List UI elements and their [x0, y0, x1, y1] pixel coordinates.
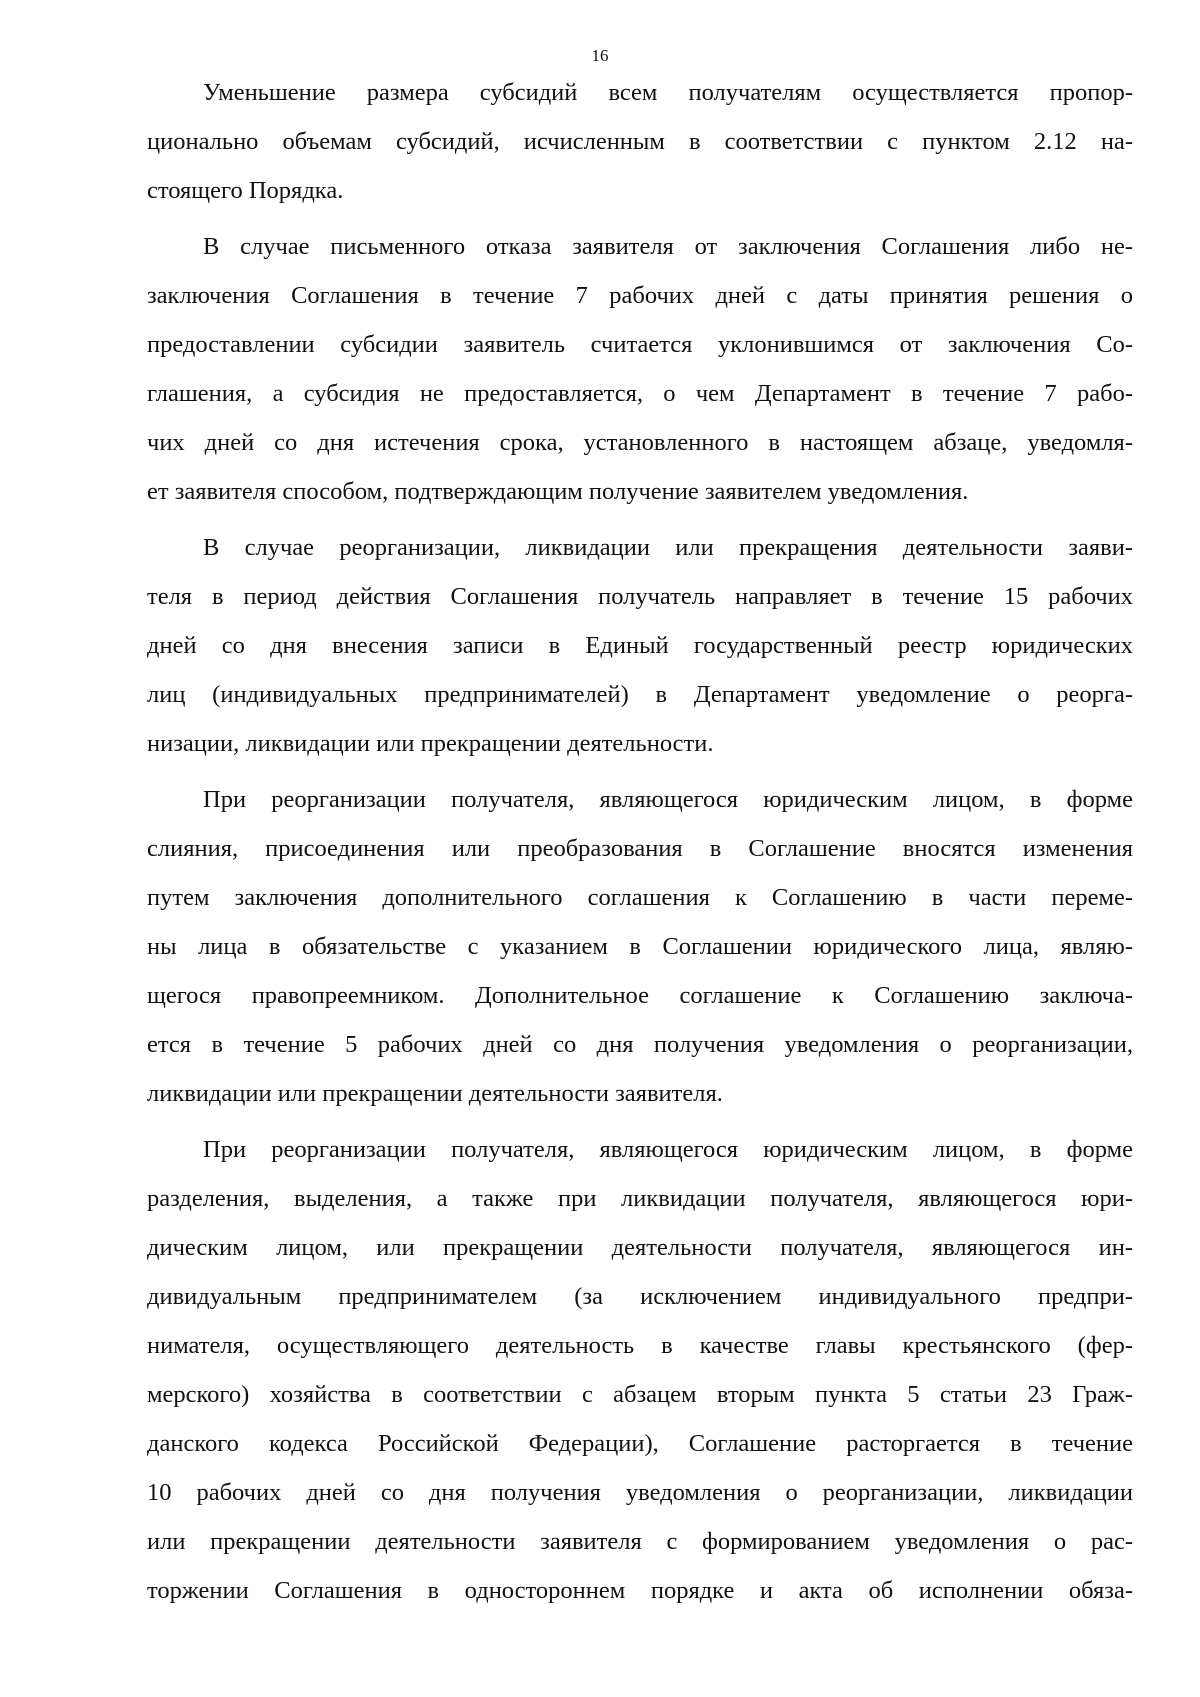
text-line: заключения Соглашения в течение 7 рабочих дней с даты принятия решения о	[147, 282, 1133, 309]
paragraph-2	[147, 222, 1133, 516]
text-line: разделения, выделения, а также при ликвидации получателя, являющегося юри-	[147, 1185, 1133, 1212]
text-line: лиц (индивидуальных предпринимателей) в Департамент уведомление о реорга-	[147, 681, 1133, 708]
text-line: чих дней со дня истечения срока, установленного в настоящем абзаце, уведомля-	[147, 429, 1133, 456]
paragraph-5	[147, 1125, 1133, 1615]
text-line: нимателя, осуществляющего деятельность в качестве главы крестьянского (фер-	[147, 1332, 1133, 1359]
text-line: При реорганизации получателя, являющегося юридическим лицом, в форме	[203, 1136, 1133, 1163]
paragraph-1	[147, 68, 1133, 215]
text-line: ется в течение 5 рабочих дней со дня получения уведомления о реорганизации,	[147, 1031, 1133, 1058]
text-line: В случае письменного отказа заявителя от заключения Соглашения либо не-	[203, 233, 1133, 260]
text-line: ет заявителя способом, подтверждающим получение заявителем уведомления.	[147, 478, 969, 505]
text-line: При реорганизации получателя, являющегося юридическим лицом, в форме	[203, 786, 1133, 813]
text-line: или прекращении деятельности заявителя с формированием уведомления о рас-	[147, 1528, 1133, 1555]
text-line: дней со дня внесения записи в Единый государственный реестр юридических	[147, 632, 1133, 659]
page-number: 16	[591, 46, 609, 65]
text-line: глашения, а субсидия не предоставляется, о чем Департамент в течение 7 рабо-	[147, 380, 1133, 407]
text-line: дическим лицом, или прекращении деятельности получателя, являющегося ин-	[147, 1234, 1133, 1261]
text-line: 10 рабочих дней со дня получения уведомления о реорганизации, ликвидации	[147, 1479, 1133, 1506]
text-line: щегося правопреемником. Дополнительное соглашение к Соглашению заключа-	[147, 982, 1133, 1009]
paragraph-3	[147, 523, 1133, 768]
text-line: ны лица в обязательстве с указанием в Соглашении юридического лица, являю-	[147, 933, 1133, 960]
text-line: данского кодекса Российской Федерации), Соглашение расторгается в течение	[147, 1430, 1133, 1457]
text-line: Уменьшение размера субсидий всем получателям осуществляется пропор-	[203, 79, 1133, 106]
text-line: ционально объемам субсидий, исчисленным в соответствии с пунктом 2.12 на-	[147, 128, 1133, 155]
text-line: дивидуальным предпринимателем (за исключением индивидуального предпри-	[147, 1283, 1133, 1310]
text-line: стоящего Порядка.	[147, 177, 344, 204]
document-body	[147, 68, 1133, 1622]
text-line: слияния, присоединения или преобразования в Соглашение вносятся изменения	[147, 835, 1133, 862]
text-line: путем заключения дополнительного соглашения к Соглашению в части переме-	[147, 884, 1133, 911]
text-line: В случае реорганизации, ликвидации или прекращения деятельности заяви-	[203, 534, 1133, 561]
text-line: теля в период действия Соглашения получатель направляет в течение 15 рабочих	[147, 583, 1133, 610]
paragraph-4	[147, 775, 1133, 1118]
text-line: предоставлении субсидии заявитель считается уклонившимся от заключения Со-	[147, 331, 1133, 358]
text-line: мерского) хозяйства в соответствии с абзацем вторым пункта 5 статьи 23 Граж-	[147, 1381, 1133, 1408]
text-line: ликвидации или прекращении деятельности заявителя.	[147, 1080, 723, 1107]
text-line: низации, ликвидации или прекращении деятельности.	[147, 730, 714, 757]
text-line: торжении Соглашения в одностороннем порядке и акта об исполнении обяза-	[147, 1577, 1133, 1604]
